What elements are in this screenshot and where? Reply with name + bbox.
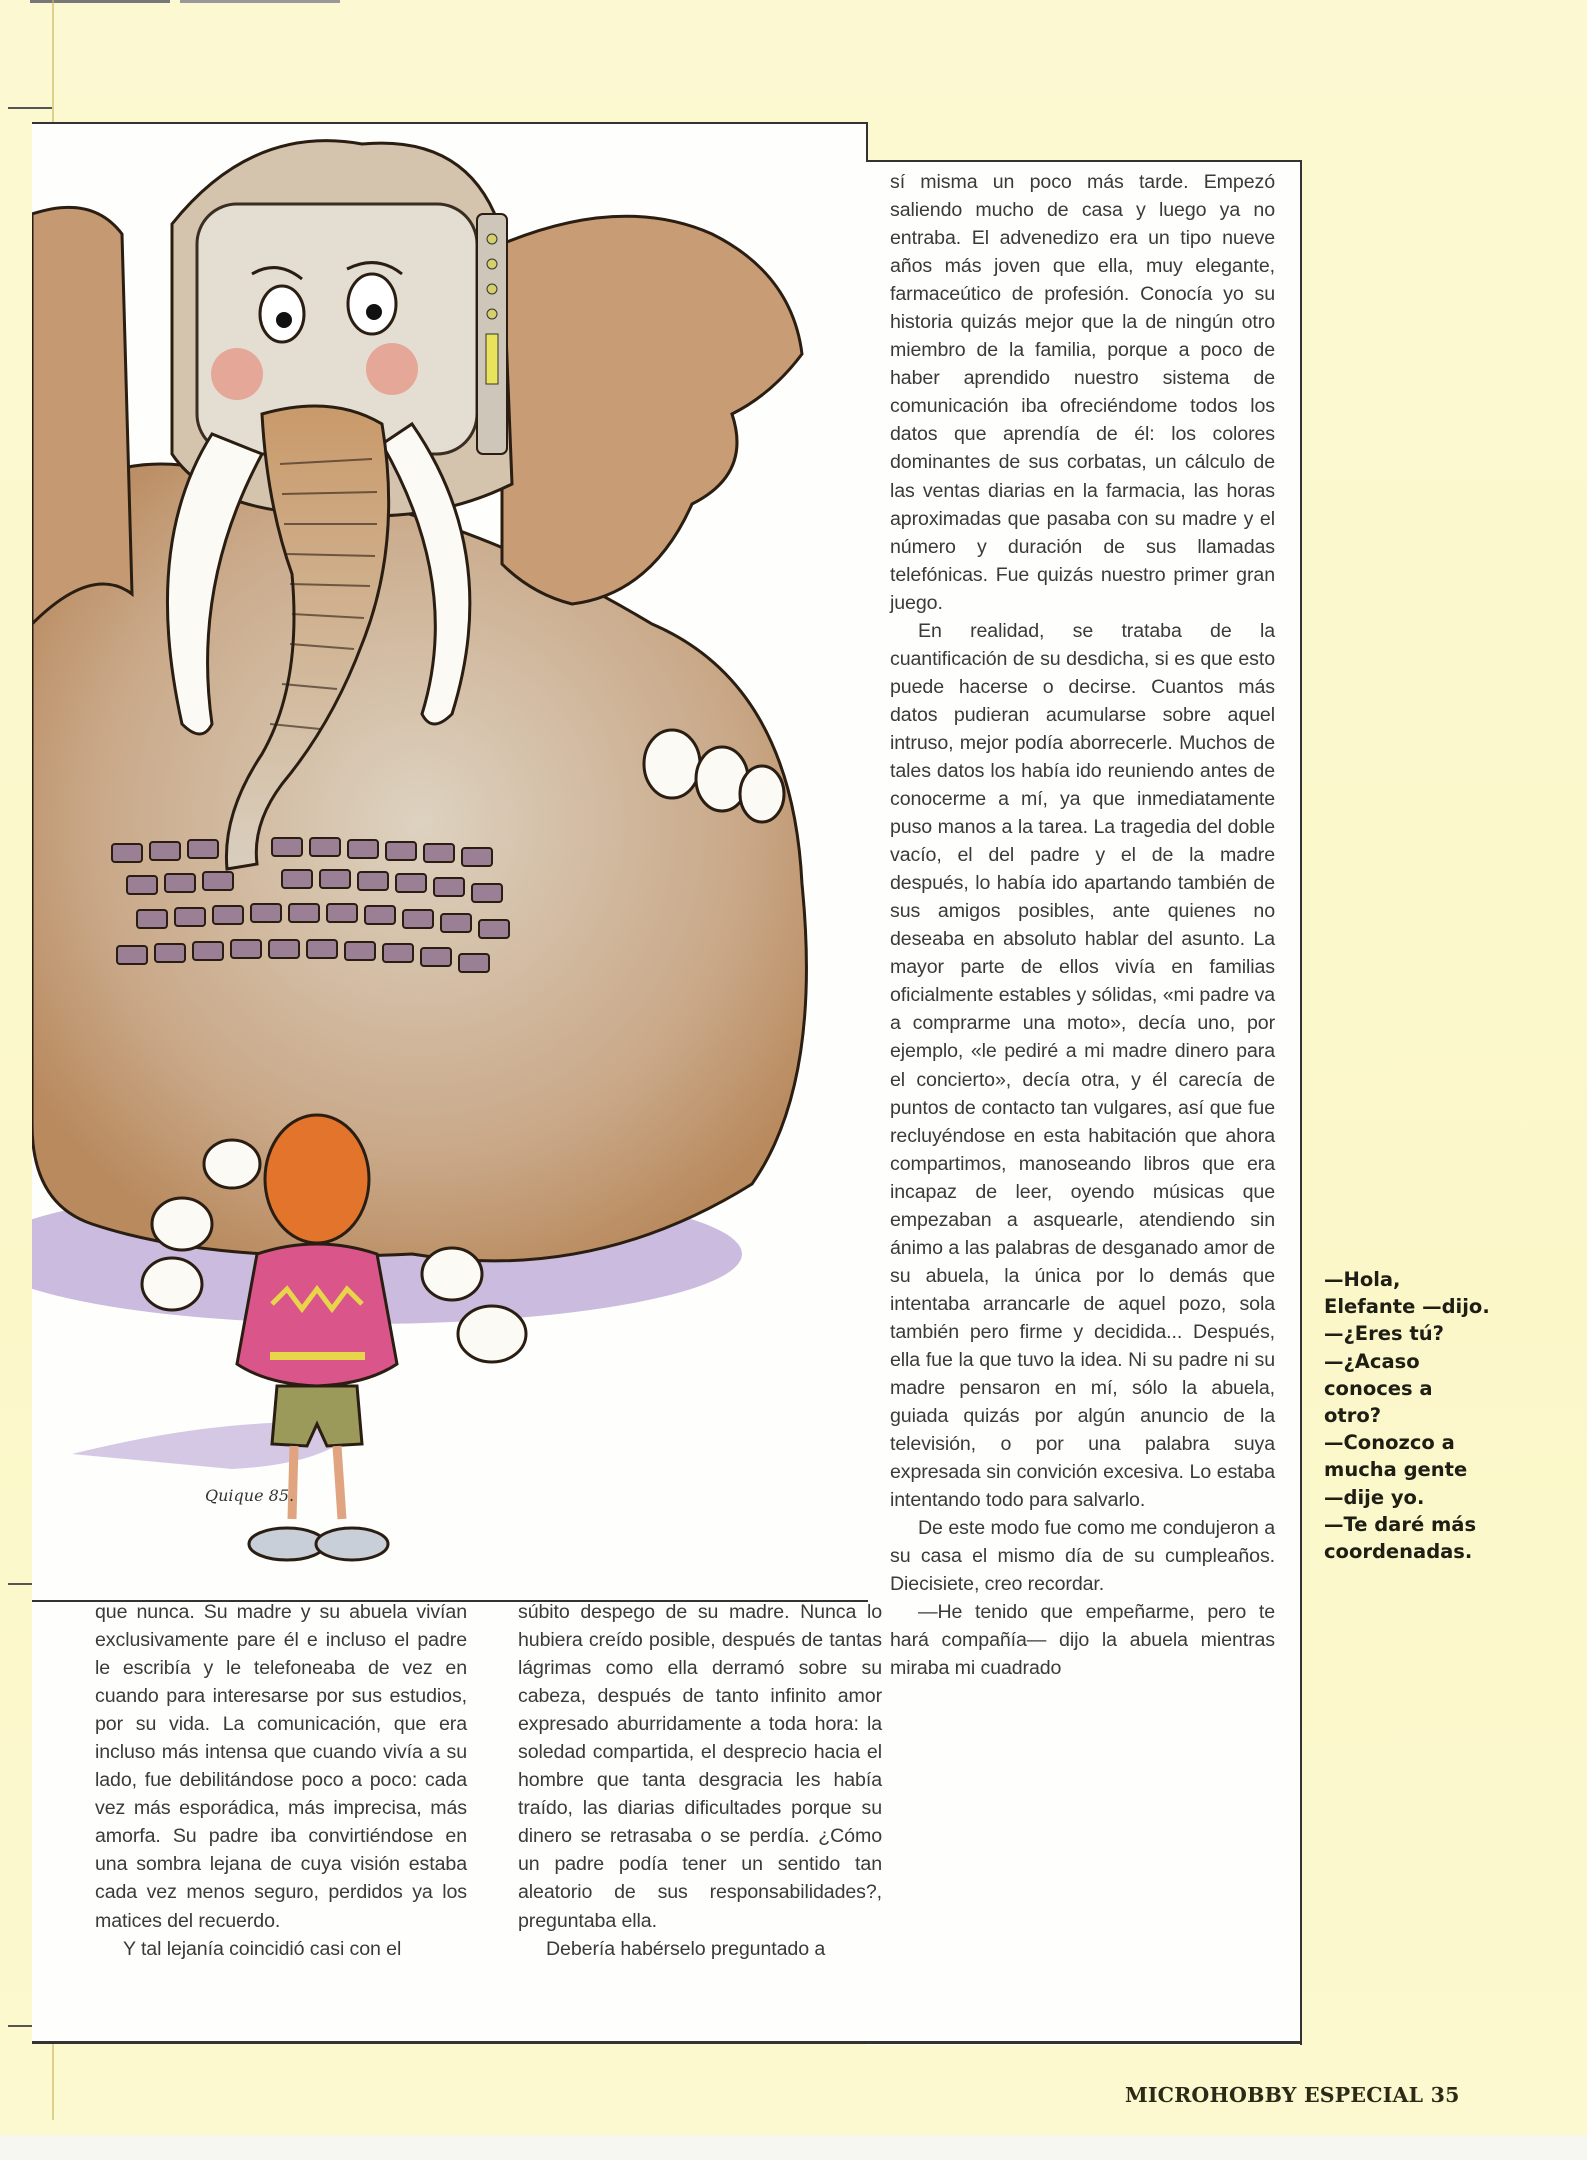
quote-line: —Te daré más: [1324, 1512, 1477, 1536]
paragraph: sí misma un poco más tarde. Empezó saliendo mucho de casa y luego ya no entraba. El advenedizo era un tipo nueve años más joven que ella, muy elegante, farmaceútico de profesión. Conocía yo su historia quizás mejor que la de ningún otro miembro de la familia, porque a poco de haber aprendido nuestro sistema de comunicación iba ofreciéndome todos los datos que aprendía de él: los colores dominantes de sus corbatas, un cálculo de las ventas diarias en la farmacia, las horas aproximadas que pasaba con su madre y el número y duración de sus llamadas telefónicas. Fue quizás nuestro primer gran juego.: [890, 171, 1275, 614]
top-edge-scrap: [30, 0, 170, 3]
paragraph: que nunca. Su madre y su abuela vivían exclusivamente pare él e incluso el padre le escribía y le telefoneaba de vez en cuando para interesarse por sus estudios, por su vida. La comunicación, que era incluso más intensa que cuando vivía a su lado, fue debilitándose poco a poco: cada vez más esporádica, más imprecisa, más amorfa. Su padre iba convirtiéndose en una sombra lejana de cuya visión estaba cada vez menos seguro, perdidos ya los matices del recuerdo.: [95, 1601, 467, 1932]
page-footer: [1125, 2083, 1460, 2107]
top-edge-scrap: [180, 0, 340, 3]
paragraph: Debería habérselo preguntado a: [546, 1937, 826, 1960]
article-column-bottom-left: [95, 1598, 467, 1963]
quote-line: —Hola,: [1324, 1268, 1401, 1291]
artist-signature: Quique 85.: [205, 1486, 295, 1505]
quote-line: otro?: [1324, 1404, 1382, 1428]
paragraph: En realidad, se trataba de la cuantificación de su desdicha, si es que esto puede hacerse o decirse. Cuantos más datos pudieran acumularse sobre aquel intruso, mejor podía aborrecerle. Muchos de tales datos los había ido reuniendo antes de conocerme a mí, ya que inmediatamente puso manos a la tarea. La tragedia del doble vacío, el del padre y el de la madre después, lo había ido apartando también de sus amigos posibles, ante quienes no deseaba en absoluto hablar del asunto. La mayor parte de ellos vivía en familias oficialmente estables y sólidas, «mi padre va a comprarme una moto», decía uno, por ejemplo, «le pediré a mi madre dinero para el concierto», decía otra, y él carecía de puntos de contacto tan vulgares, así que fue recluyéndose en esta habitación que ahora compartimos, manoseando libros que era incapaz de leer, oyendo músicas que empezaban a asquearle, atendiendo sin ánimo a las palabras de desganado amor de su abuela, la única por lo demás que intentaba arrancarle de aquel pozo, sola también pero firme y decidida... Después, ella fue la que tuvo la idea. Ni su padre ni su madre pensaron en mí, sólo la abuela, guiada quizás por algún anuncio de la televisión, o por una palabra suya expresada sin convición excesiva. Lo estaba intentando todo para salvarlo.: [890, 619, 1275, 1512]
article-column-bottom-middle: [518, 1598, 882, 1963]
crop-mark: [8, 107, 52, 109]
quote-line: —Conozco a: [1324, 1431, 1455, 1455]
publication-name: MICROHOBBY ESPECIAL: [1125, 2083, 1424, 2107]
quote-line: conoces a: [1324, 1376, 1433, 1400]
paragraph: Y tal lejanía coincidió casi con el: [123, 1937, 402, 1960]
paragraph: De este modo fue como me condujeron a su casa el mismo día de su cumpleaños. Diecisiete, creo recordar.: [890, 1517, 1275, 1596]
paragraph: súbito despego de su madre. Nunca lo hubiera creído posible, después de tantas lágrimas como ella derramó sobre su cabeza, después de tanto infinito amor expresado aburridamente a toda hora: la soledad compartida, el desprecio hacia el hombre que tanta desgracia les había traído, las diarias dificultades porque su dinero se retrasaba o se perdía. ¿Cómo un padre podía tener un sentido tan aleatorio de sus responsabilidades?, preguntaba ella.: [518, 1601, 882, 1932]
quote-line: mucha gente: [1324, 1458, 1468, 1482]
article-column-right: [890, 168, 1275, 1683]
quote-line: —¿Eres tú?: [1324, 1322, 1444, 1346]
page-number: 35: [1430, 2083, 1460, 2107]
scan-bottom-edge: [0, 2135, 1587, 2160]
sidebar-pull-quote: [1324, 1266, 1564, 1565]
quote-line: —¿Acaso: [1324, 1349, 1420, 1373]
quote-line: coordenadas.: [1324, 1540, 1473, 1564]
quote-line: —dije yo.: [1324, 1485, 1425, 1509]
elephant-computer-illustration: [32, 124, 866, 1600]
panel-bottom-border: [32, 2041, 1302, 2044]
quote-line: Elefante —dijo.: [1324, 1295, 1490, 1319]
paragraph: —He tenido que empeñarme, pero te hará compañía— dijo la abuela mientras miraba mi cuadrado: [890, 1601, 1275, 1680]
